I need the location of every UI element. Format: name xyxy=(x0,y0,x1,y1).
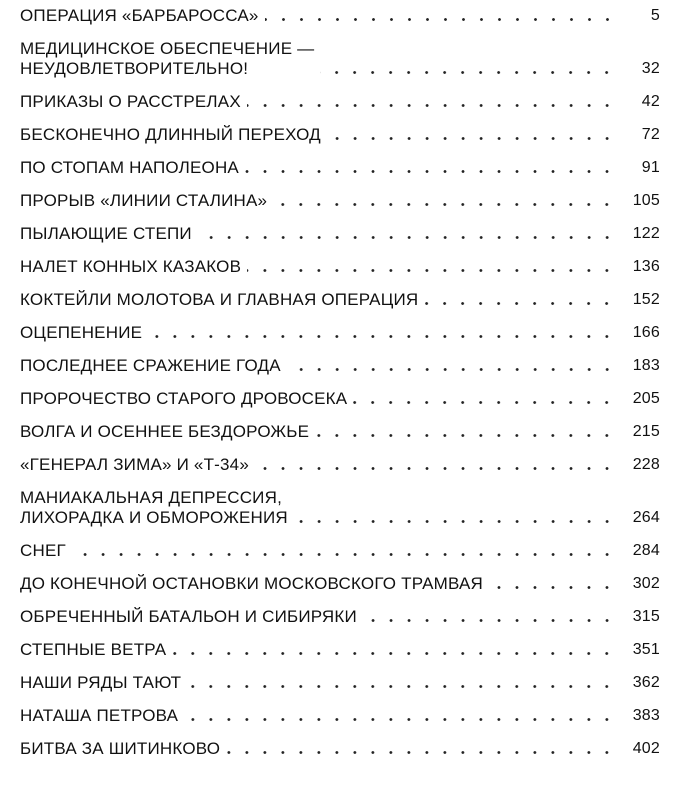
toc-entry-title-line: ДО КОНЕЧНОЙ ОСТАНОВКИ МОСКОВСКОГО ТРАМВАЯ xyxy=(20,574,484,593)
dot-leader xyxy=(172,652,616,655)
toc-entry-title-line: «ГЕНЕРАЛ ЗИМА» И «Т-34» xyxy=(20,455,249,474)
dot-leader xyxy=(247,269,616,272)
toc-entry-page-number: 136 xyxy=(632,258,660,275)
toc-entry-title xyxy=(20,125,321,145)
dot-leader xyxy=(245,170,616,173)
toc-entry-title-line: СТЕПНЫЕ ВЕТРА xyxy=(20,640,167,659)
dot-leader xyxy=(315,434,616,437)
toc-entry-title xyxy=(20,323,142,343)
toc-entry-title-line: БИТВА ЗА ШИТИНКОВО xyxy=(20,739,221,758)
toc-entry-title xyxy=(20,422,309,442)
toc-entry-page-number: 91 xyxy=(641,159,660,176)
dot-leader xyxy=(187,685,616,688)
toc-entry-title-line: ОЦЕПЕНЕНИЕ xyxy=(20,323,143,342)
toc-entry[interactable] xyxy=(20,455,660,475)
toc-entry-title-line: КОКТЕЙЛИ МОЛОТОВА И ГЛАВНАЯ ОПЕРАЦИЯ xyxy=(20,290,419,309)
toc-entry-page-number: 264 xyxy=(632,509,660,526)
toc-entry[interactable] xyxy=(20,706,660,726)
toc-entry-title-line: ПРОРОЧЕСТВО СТАРОГО ДРОВОСЕКА xyxy=(20,389,348,408)
toc-entry[interactable] xyxy=(20,257,660,277)
toc-entry-title xyxy=(20,191,267,211)
toc-entry-title-line: ПО СТОПАМ НАПОЛЕОНА xyxy=(20,158,239,177)
toc-entry-title xyxy=(20,356,281,376)
toc-entry-page-number: 402 xyxy=(632,740,660,757)
toc-entry-title xyxy=(20,607,357,627)
table-of-contents xyxy=(20,6,660,772)
toc-entry-page-number: 152 xyxy=(632,291,660,308)
toc-entry-page-number: 42 xyxy=(641,93,660,110)
toc-entry-title-line: БЕСКОНЕЧНО ДЛИННЫЙ ПЕРЕХОД xyxy=(20,125,321,144)
toc-entry-page-number: 183 xyxy=(632,357,660,374)
toc-entry-page-number: 228 xyxy=(632,456,660,473)
toc-entry[interactable] xyxy=(20,356,660,376)
toc-entry[interactable] xyxy=(20,125,660,145)
toc-entry-title-line: ВОЛГА И ОСЕННЕЕ БЕЗДОРОЖЬЕ xyxy=(20,422,310,441)
toc-entry-title-line: ПРОРЫВ «ЛИНИИ СТАЛИНА» xyxy=(20,191,268,210)
toc-entry-title-line: ПЫЛАЮЩИЕ СТЕПИ xyxy=(20,224,192,243)
toc-entry-title xyxy=(20,673,181,693)
toc-entry-page-number: 302 xyxy=(632,575,660,592)
toc-entry-title-line: ПРИКАЗЫ О РАССТРЕЛАХ xyxy=(20,92,241,111)
toc-entry-title-line: МАНИАКАЛЬНАЯ ДЕПРЕССИЯ, xyxy=(20,488,282,507)
toc-entry[interactable] xyxy=(20,488,660,528)
toc-entry-page-number: 32 xyxy=(641,60,660,77)
toc-entry-page-number: 205 xyxy=(632,390,660,407)
toc-entry[interactable] xyxy=(20,39,660,79)
toc-entry-page-number: 315 xyxy=(632,608,660,625)
toc-entry-title-line: ПОСЛЕДНЕЕ СРАЖЕНИЕ ГОДА xyxy=(20,356,281,375)
toc-entry-title xyxy=(20,455,249,475)
toc-entry[interactable] xyxy=(20,422,660,442)
toc-entry[interactable] xyxy=(20,6,660,26)
toc-entry-page-number: 122 xyxy=(632,225,660,242)
toc-entry-title xyxy=(20,290,418,310)
toc-entry-title-line: ЛИХОРАДКА И ОБМОРОЖЕНИЯ xyxy=(20,508,288,527)
toc-entry-page-number: 284 xyxy=(632,542,660,559)
toc-entry-page-number: 105 xyxy=(632,192,660,209)
toc-entry-page-number: 362 xyxy=(632,674,660,691)
toc-entry-title-line: НАЛЕТ КОННЫХ КАЗАКОВ xyxy=(20,257,242,276)
dot-leader xyxy=(294,520,616,523)
dot-leader xyxy=(489,586,616,589)
dot-leader xyxy=(363,619,616,622)
dot-leader xyxy=(265,18,616,21)
dot-leader xyxy=(247,104,616,107)
toc-entry-title-line: МЕДИЦИНСКОЕ ОБЕСПЕЧЕНИЕ — xyxy=(20,39,315,58)
toc-entry[interactable] xyxy=(20,541,660,561)
toc-entry-page-number: 5 xyxy=(650,7,660,24)
toc-entry[interactable] xyxy=(20,607,660,627)
toc-entry-page-number: 72 xyxy=(641,126,660,143)
toc-entry-page-number: 351 xyxy=(632,641,660,658)
dot-leader xyxy=(255,467,616,470)
dot-leader xyxy=(353,401,616,404)
toc-entry-title xyxy=(20,574,483,594)
toc-entry-title xyxy=(20,640,166,660)
toc-entry[interactable] xyxy=(20,92,660,112)
toc-entry[interactable] xyxy=(20,290,660,310)
dot-leader xyxy=(327,137,616,140)
dot-leader xyxy=(198,236,616,239)
toc-entry-title xyxy=(20,739,220,759)
toc-entry[interactable] xyxy=(20,323,660,343)
toc-entry[interactable] xyxy=(20,673,660,693)
toc-entry-title-line: НАШИ РЯДЫ ТАЮТ xyxy=(20,673,182,692)
dot-leader xyxy=(287,368,616,371)
toc-entry[interactable] xyxy=(20,574,660,594)
dot-leader xyxy=(72,553,616,556)
toc-entry-title-line: НАТАША ПЕТРОВА xyxy=(20,706,179,725)
toc-entry-title-line: НЕУДОВЛЕТВОРИТЕЛЬНО! xyxy=(20,59,249,78)
toc-entry-title xyxy=(20,39,314,79)
toc-entry-title xyxy=(20,389,347,409)
toc-entry[interactable] xyxy=(20,640,660,660)
toc-entry-page-number: 383 xyxy=(632,707,660,724)
toc-entry[interactable] xyxy=(20,389,660,409)
toc-entry[interactable] xyxy=(20,158,660,178)
toc-entry-page-number: 215 xyxy=(632,423,660,440)
toc-entry-title xyxy=(20,92,241,112)
toc-entry-page-number: 166 xyxy=(632,324,660,341)
dot-leader xyxy=(148,335,616,338)
toc-entry[interactable] xyxy=(20,739,660,759)
toc-entry-title-line: ОПЕРАЦИЯ «БАРБАРОССА» xyxy=(20,6,259,25)
toc-entry-title xyxy=(20,257,241,277)
toc-entry-title-line: СНЕГ xyxy=(20,541,66,560)
toc-entry-title xyxy=(20,6,259,26)
toc-entry-title xyxy=(20,706,178,726)
toc-entry-title xyxy=(20,541,66,561)
dot-leader xyxy=(424,302,616,305)
toc-entry-title xyxy=(20,224,192,244)
dot-leader xyxy=(226,751,616,754)
dot-leader xyxy=(320,71,616,74)
toc-entry-title xyxy=(20,488,288,528)
toc-entry-title-line: ОБРЕЧЕННЫЙ БАТАЛЬОН И СИБИРЯКИ xyxy=(20,607,357,626)
toc-entry[interactable] xyxy=(20,191,660,211)
toc-entry-title xyxy=(20,158,239,178)
dot-leader xyxy=(184,718,616,721)
toc-entry[interactable] xyxy=(20,224,660,244)
dot-leader xyxy=(273,203,616,206)
